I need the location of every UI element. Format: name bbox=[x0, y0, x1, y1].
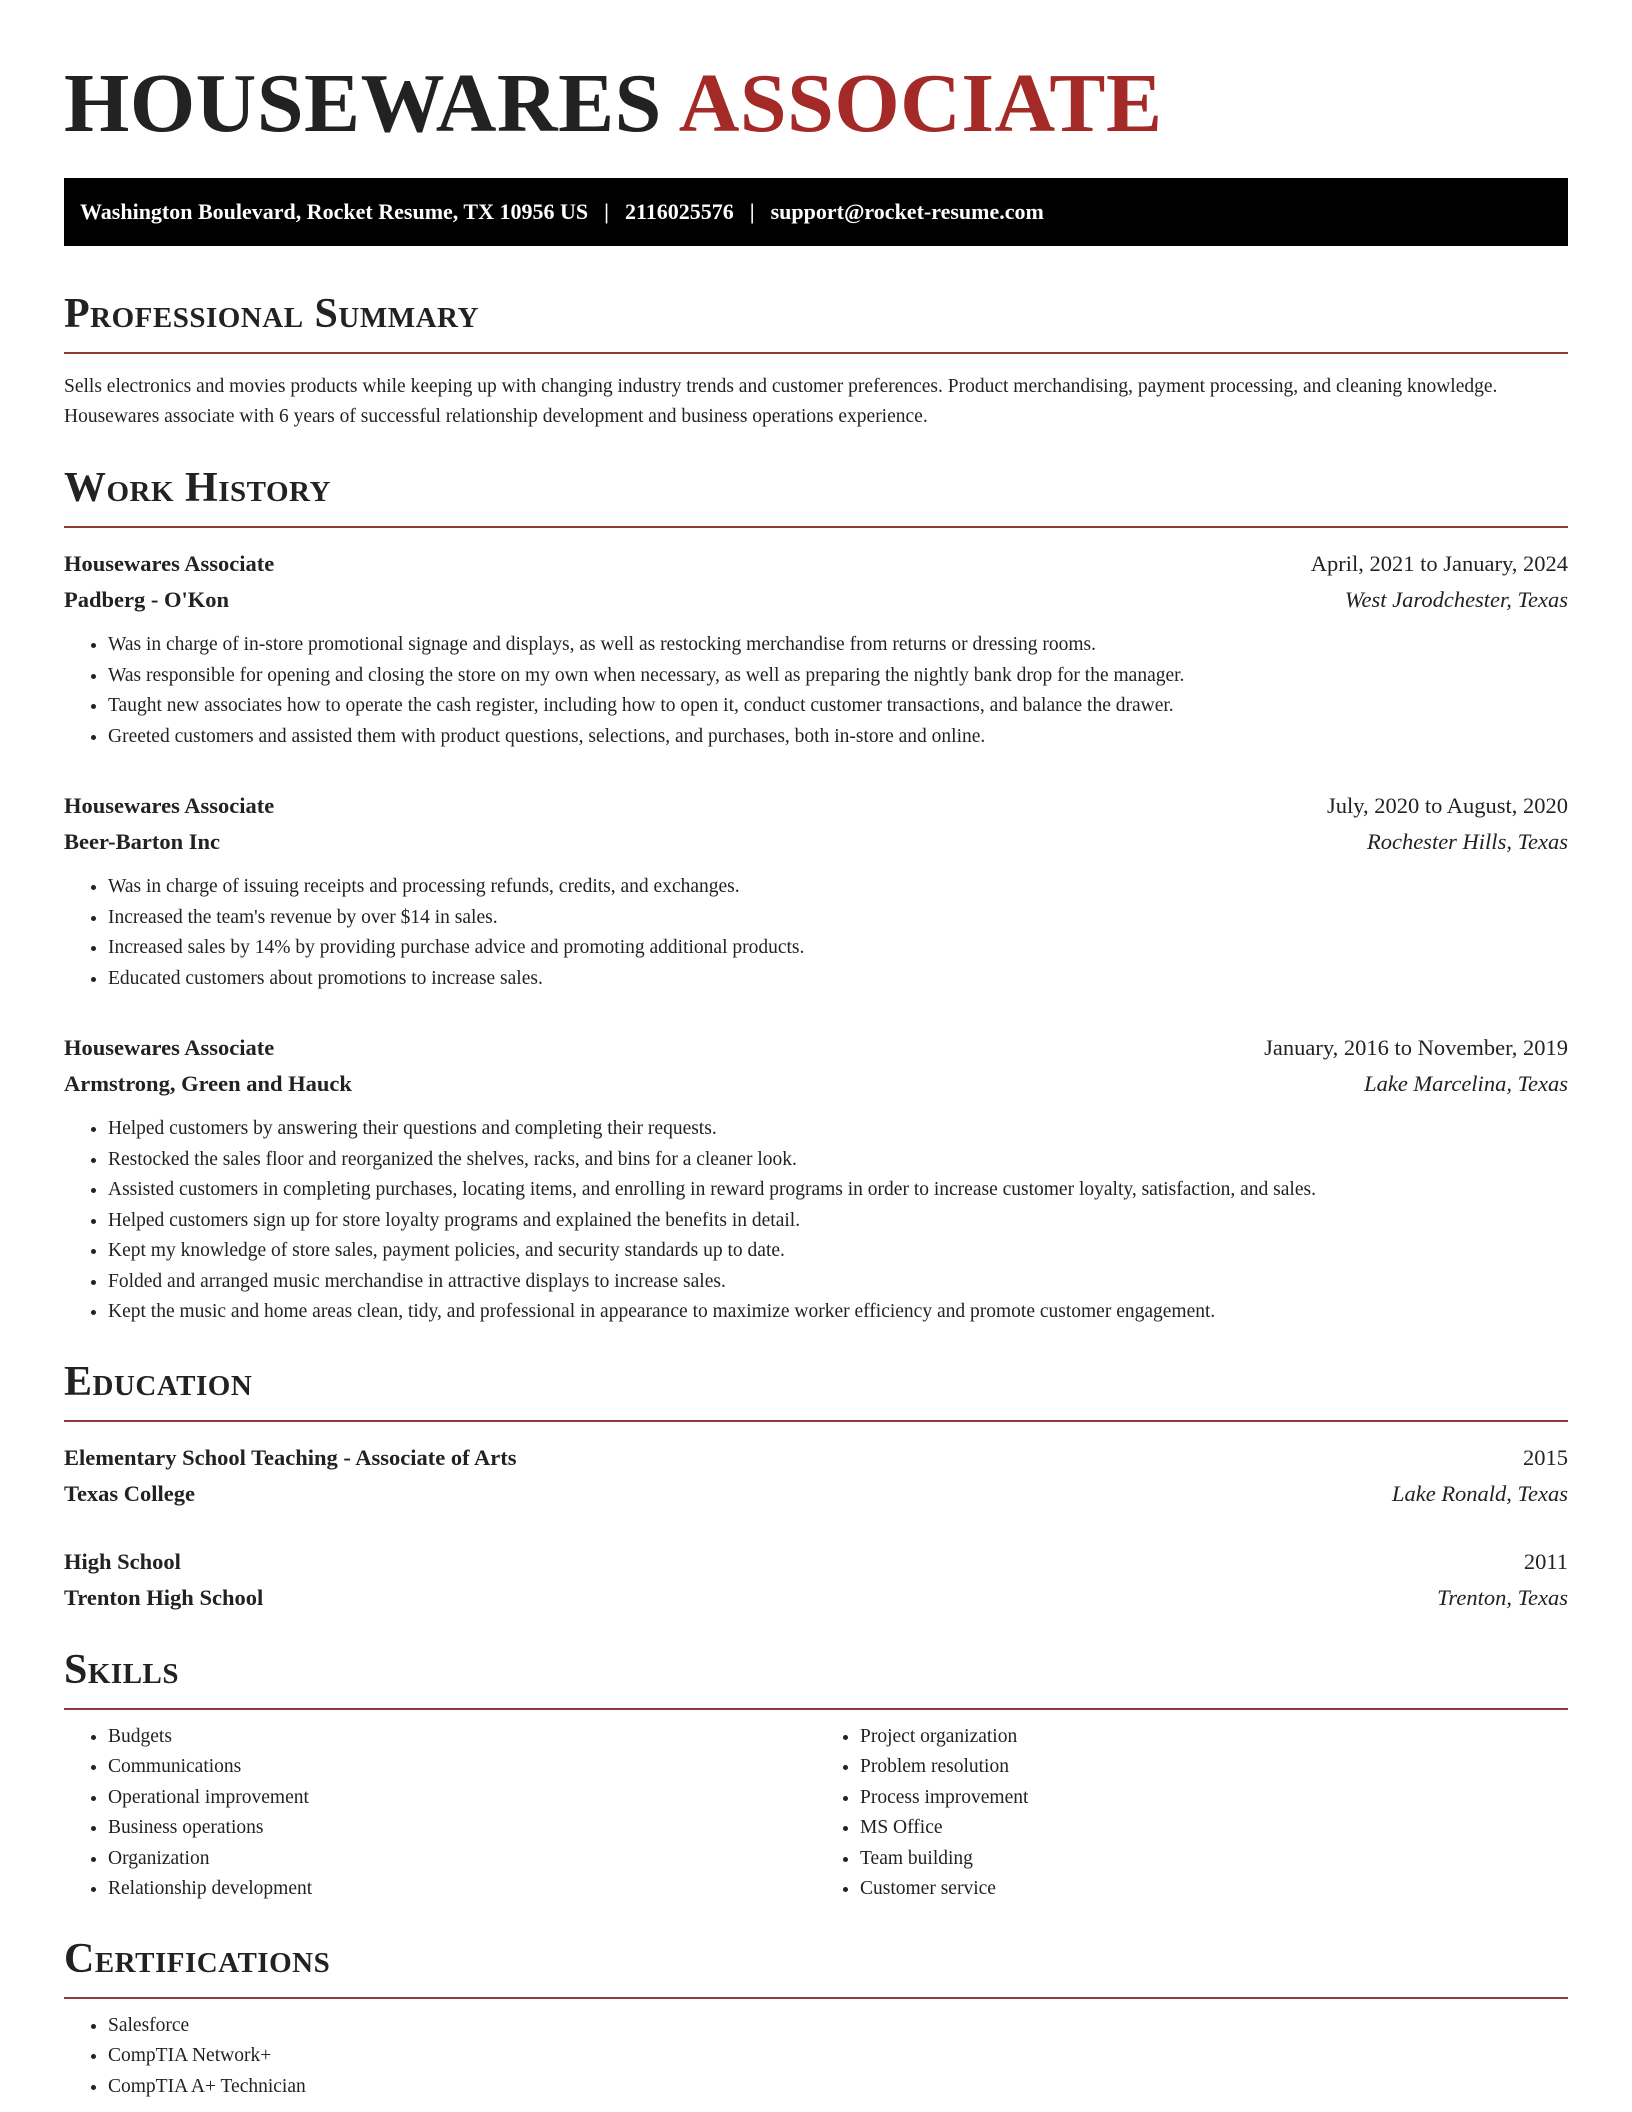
contact-address: Washington Boulevard, Rocket Resume, TX 10956 US bbox=[80, 199, 589, 224]
skill-item: • Project organization bbox=[860, 1722, 1568, 1753]
name-last: ASSOCIATE bbox=[678, 57, 1163, 150]
job-bullet: • Increased the team's revenue by over $14 in sales. bbox=[108, 903, 1568, 934]
contact-bar bbox=[64, 178, 1568, 246]
certification-item: • CompTIA A+ Technician bbox=[108, 2072, 1568, 2103]
skills-column-right bbox=[816, 1722, 1568, 1905]
job-entry bbox=[64, 1030, 1568, 1328]
skill-item: • Operational improvement bbox=[108, 1783, 816, 1814]
skills-grid bbox=[64, 1722, 1568, 1905]
job-bullet: • Was in charge of in-store promotional signage and displays, as well as restocking merchandise from returns or dressing rooms. bbox=[108, 630, 1568, 661]
section-divider bbox=[64, 526, 1568, 528]
job-company: Beer-Barton Inc bbox=[64, 829, 221, 854]
job-bullet: • Kept the music and home areas clean, tidy, and professional in appearance to maximize worker efficiency and promote customer engagement. bbox=[108, 1297, 1568, 1328]
contact-separator: | bbox=[749, 199, 755, 224]
job-location: Rochester Hills, Texas bbox=[1366, 829, 1568, 854]
section-divider bbox=[64, 1997, 1568, 1999]
section-title-education: Education bbox=[64, 1358, 253, 1405]
certifications-list bbox=[64, 2011, 1568, 2103]
education-entry bbox=[64, 1544, 1568, 1616]
education-location: Lake Ronald, Texas bbox=[1391, 1480, 1568, 1506]
skill-item: • Customer service bbox=[860, 1874, 1568, 1905]
job-title: Housewares Associate bbox=[64, 793, 275, 818]
certification-item: • CompTIA Network+ bbox=[108, 2041, 1568, 2072]
job-location: West Jarodchester, Texas bbox=[1344, 587, 1568, 612]
job-bullet: • Increased sales by 14% by providing purchase advice and promoting additional products. bbox=[108, 933, 1568, 964]
section-divider bbox=[64, 1708, 1568, 1710]
job-entry bbox=[64, 788, 1568, 994]
job-bullet: • Greeted customers and assisted them with product questions, selections, and purchases, both in-store and online. bbox=[108, 722, 1568, 753]
skill-item: • Team building bbox=[860, 1844, 1568, 1875]
section-title-skills: Skills bbox=[64, 1646, 180, 1693]
job-dates: January, 2016 to November, 2019 bbox=[1264, 1035, 1568, 1060]
section-divider bbox=[64, 352, 1568, 354]
summary-text: Sells electronics and movies products while keeping up with changing industry trends and customer preferences. Product merchandising, payment processing, and cleaning knowledge. Housewares associate with 6 years of successful relationship development and business operations experience. bbox=[64, 376, 1498, 427]
contact-separator: | bbox=[604, 199, 609, 224]
job-company: Padberg - O'Kon bbox=[64, 587, 230, 612]
skill-item: • Problem resolution bbox=[860, 1752, 1568, 1783]
skills-section bbox=[64, 1644, 1568, 1905]
job-bullet: • Restocked the sales floor and reorganized the shelves, racks, and bins for a cleaner look. bbox=[108, 1145, 1568, 1176]
section-divider bbox=[64, 1420, 1568, 1422]
skill-item: • Business operations bbox=[108, 1813, 816, 1844]
certifications-section bbox=[64, 1933, 1568, 2103]
job-bullet: • Was in charge of issuing receipts and processing refunds, credits, and exchanges. bbox=[108, 872, 1568, 903]
certification-item: • Salesforce bbox=[108, 2011, 1568, 2042]
work-history-section bbox=[64, 462, 1568, 1328]
skill-item: • Communications bbox=[108, 1752, 816, 1783]
education-school: Trenton High School bbox=[64, 1584, 264, 1610]
skill-item: • Organization bbox=[108, 1844, 816, 1875]
job-bullet: • Educated customers about promotions to increase sales. bbox=[108, 964, 1568, 995]
job-bullets bbox=[64, 872, 1568, 994]
job-bullet: • Folded and arranged music merchandise in attractive displays to increase sales. bbox=[108, 1267, 1568, 1298]
job-bullet: • Assisted customers in completing purchases, locating items, and enrolling in reward programs in order to increase customer loyalty, satisfaction, and sales. bbox=[108, 1175, 1568, 1206]
section-title-work-history: Work History bbox=[64, 465, 331, 511]
skill-item: • MS Office bbox=[860, 1813, 1568, 1844]
job-dates: July, 2020 to August, 2020 bbox=[1326, 793, 1568, 818]
resume-name bbox=[64, 0, 1568, 152]
name-first: HOUSEWARES bbox=[64, 57, 662, 150]
job-title: Housewares Associate bbox=[64, 1035, 275, 1060]
job-bullet: • Helped customers by answering their questions and completing their requests. bbox=[108, 1114, 1568, 1145]
job-bullets bbox=[64, 630, 1568, 752]
skill-item: • Budgets bbox=[108, 1722, 816, 1753]
job-bullet: • Helped customers sign up for store loyalty programs and explained the benefits in detail. bbox=[108, 1206, 1568, 1237]
job-location: Lake Marcelina, Texas bbox=[1364, 1071, 1568, 1096]
skill-item: • Process improvement bbox=[860, 1783, 1568, 1814]
contact-phone: 2116025576 bbox=[624, 199, 734, 224]
summary-section bbox=[64, 288, 1568, 432]
section-title-summary: Professional Summary bbox=[64, 291, 479, 337]
job-company: Armstrong, Green and Hauck bbox=[64, 1071, 352, 1096]
skill-item: • Relationship development bbox=[108, 1874, 816, 1905]
job-bullet: • Was responsible for opening and closing the store on my own when necessary, as well as preparing the nightly bank drop for the manager. bbox=[108, 661, 1568, 692]
education-year: 2015 bbox=[1523, 1444, 1568, 1470]
job-dates: April, 2021 to January, 2024 bbox=[1310, 551, 1568, 576]
education-entry bbox=[64, 1440, 1568, 1512]
education-degree: High School bbox=[64, 1548, 181, 1574]
education-degree: Elementary School Teaching - Associate of Arts bbox=[64, 1444, 517, 1470]
education-year: 2011 bbox=[1523, 1548, 1568, 1574]
job-entry bbox=[64, 546, 1568, 752]
education-location: Trenton, Texas bbox=[1437, 1584, 1568, 1610]
education-section bbox=[64, 1356, 1568, 1616]
job-bullets bbox=[64, 1114, 1568, 1328]
job-title: Housewares Associate bbox=[64, 551, 275, 576]
contact-email: support@rocket-resume.com bbox=[770, 199, 1044, 224]
education-school: Texas College bbox=[64, 1480, 196, 1506]
section-title-certifications: Certifications bbox=[64, 1935, 331, 1982]
job-bullet: • Taught new associates how to operate the cash register, including how to open it, conduct customer transactions, and balance the drawer. bbox=[108, 691, 1568, 722]
job-bullet: • Kept my knowledge of store sales, payment policies, and security standards up to date. bbox=[108, 1236, 1568, 1267]
skills-column-left bbox=[64, 1722, 816, 1905]
